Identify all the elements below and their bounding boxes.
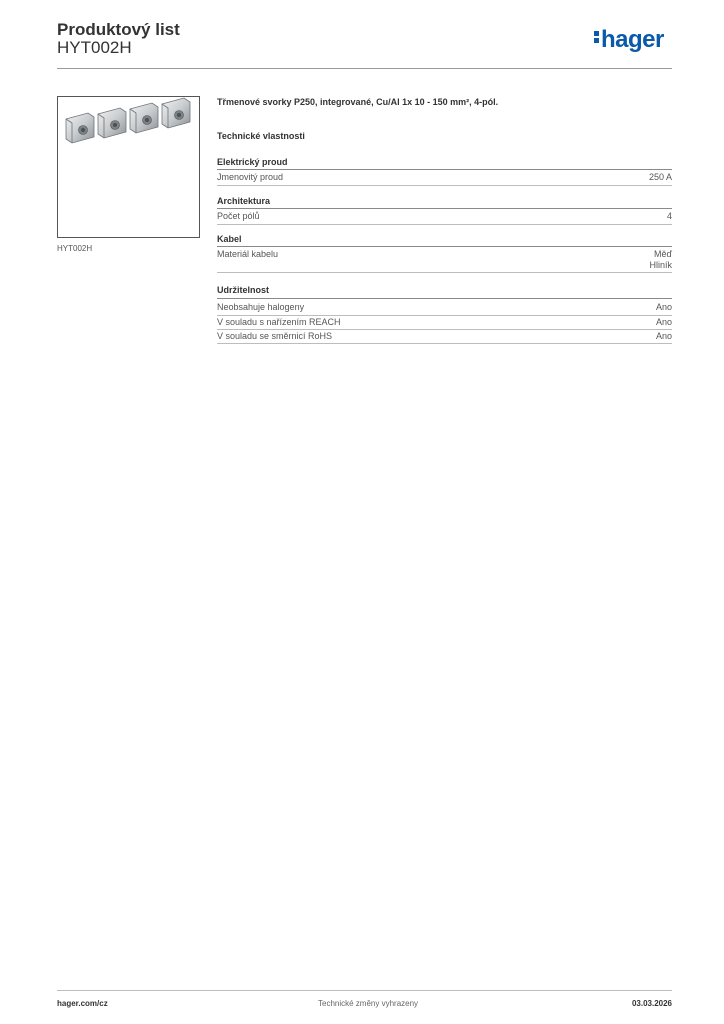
header-divider [57, 68, 672, 69]
group-title-sustainability: Udržitelnost [217, 285, 270, 295]
group-title-architecture: Architektura [217, 196, 271, 206]
spec-value-reach: Ano [655, 317, 672, 327]
spec-value-pole-count: 4 [666, 211, 672, 221]
spec-label-reach: V souladu s nařízením REACH [217, 317, 341, 327]
row-divider [217, 224, 672, 225]
row-divider [217, 315, 672, 316]
group-divider [217, 169, 672, 170]
spec-value-cable-material-1: Měď [653, 249, 672, 259]
image-caption: HYT002H [57, 244, 93, 253]
group-divider [217, 208, 672, 209]
hager-logo [594, 28, 664, 52]
group-title-electric-current: Elektrický proud [217, 157, 288, 167]
footer-date: 03.03.2026 [631, 999, 672, 1008]
terminal-clamps-icon [58, 97, 199, 237]
group-title-cable: Kabel [217, 234, 242, 244]
spec-value-cable-material-2: Hliník [649, 260, 672, 270]
footer-website: hager.com/cz [57, 999, 108, 1008]
spec-value-rohs: Ano [655, 331, 672, 341]
group-divider [217, 298, 672, 299]
spec-label-pole-count: Počet pólů [217, 211, 260, 221]
page-title: Produktový list [57, 20, 180, 39]
spec-value-rated-current: 250 A [648, 172, 672, 182]
row-divider [217, 343, 672, 344]
spec-label-cable-material: Materiál kabelu [217, 249, 279, 259]
row-divider [217, 185, 672, 186]
row-divider [217, 272, 672, 273]
row-divider [217, 329, 672, 330]
spec-label-rohs: V souladu se směrnicí RoHS [217, 331, 333, 341]
spec-label-rated-current: Jmenovitý proud [217, 172, 284, 182]
logo-text: hager [601, 26, 664, 53]
group-divider [217, 246, 672, 247]
product-description: Třmenové svorky P250, integrované, Cu/Al 1x 10 - 150 mm², 4-pól. [217, 97, 499, 107]
technical-properties-title: Technické vlastnosti [217, 131, 305, 141]
spec-label-halogen-free: Neobsahuje halogeny [217, 302, 305, 312]
footer-divider [57, 990, 672, 991]
product-image [57, 96, 200, 238]
spec-value-halogen-free: Ano [655, 302, 672, 312]
product-code: HYT002H [57, 38, 132, 57]
logo-dots-icon [594, 29, 599, 45]
footer-note: Technické změny vyhrazeny [318, 999, 419, 1008]
